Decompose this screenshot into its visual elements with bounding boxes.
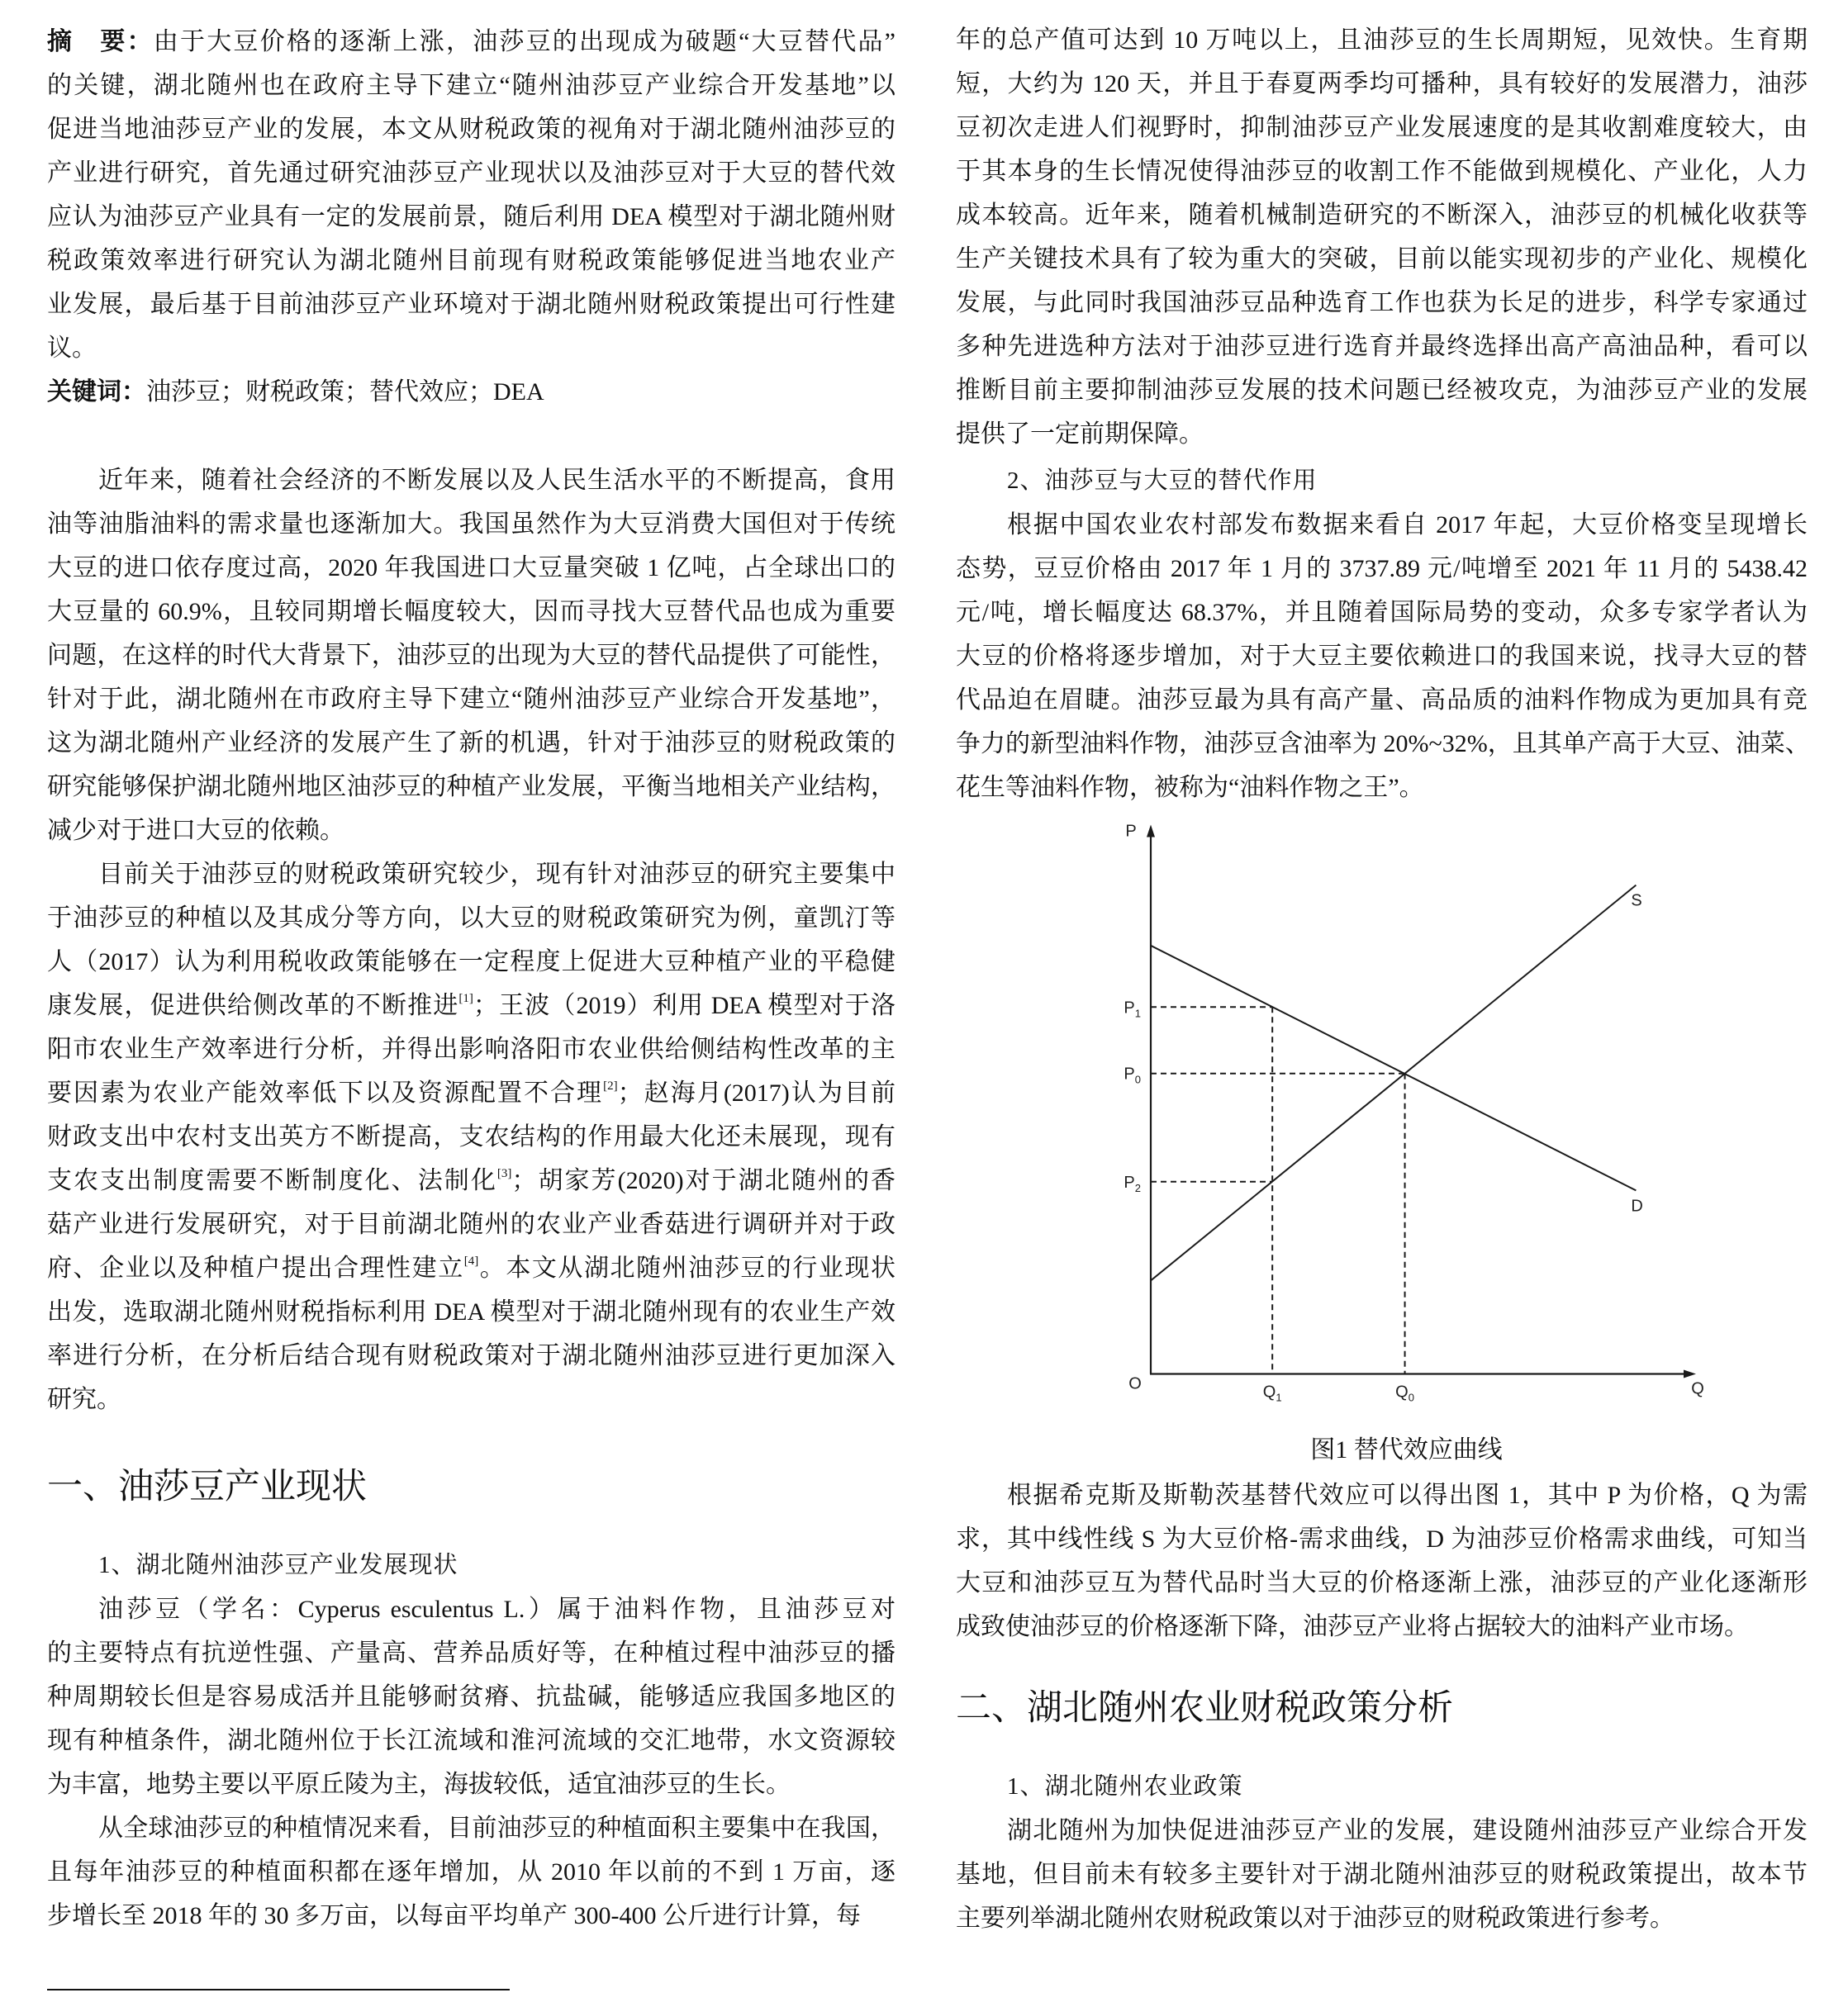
line-text: 要因素为农业产能效率低下以及资源配置不合理: [47, 1079, 604, 1107]
paragraph-line: [47, 1071, 895, 1115]
paragraph-line: [956, 1809, 1808, 1853]
paragraph: [47, 1806, 895, 1938]
line-text: 出发，选取湖北随州财税指标利用 DEA 模型对于湖北随州现有的农业生产效: [47, 1298, 895, 1326]
paragraph-line: [956, 237, 1808, 281]
paragraph-line: [956, 1853, 1808, 1896]
line-text: 针对于此，湖北随州在市政府主导下建立“随州油莎豆产业综合开发基地”，: [47, 685, 895, 713]
y-tick-label: [1124, 999, 1141, 1019]
line-text: 花生等油料作物，被称为“油料作物之王”。: [956, 773, 1424, 801]
paragraph-line: [47, 809, 895, 852]
paragraph-line: [956, 62, 1808, 106]
line-text: 年的总产值可达到 10 万吨以上，且油莎豆的生长周期短，见效快。生育期: [956, 26, 1808, 54]
line-text: 目前关于油莎豆的财税政策研究较少，现有针对油莎豆的研究主要集中: [98, 860, 895, 888]
paragraph: [956, 1809, 1808, 1940]
paragraph-line: [956, 325, 1808, 368]
paragraph-line: [47, 1246, 895, 1290]
line-text: 的关键，湖北随州也在政府主导下建立“随州油莎豆产业综合开发基地”以: [47, 71, 895, 99]
subsection-heading: 1、湖北随州油莎豆产业发展现状: [98, 1551, 458, 1578]
paragraph-line: [47, 765, 895, 809]
line-text: 多种先进选种方法对于油莎豆进行选育并最终选择出高产高油品种，看可以: [956, 332, 1808, 360]
y-tick-letter: P: [1124, 1173, 1135, 1192]
paragraph-line: [956, 1517, 1808, 1561]
line-text: 主要列举湖北随州农财税政策以对于油莎豆的财税政策进行参考。: [956, 1904, 1675, 1932]
line-text: 豆初次走进人们视野时，抑制油莎豆产业发展速度的是其收割难度较大，由: [956, 113, 1808, 141]
y-tick-letter: P: [1124, 998, 1135, 1017]
paragraph-line: [47, 1203, 895, 1246]
line-text: 人（2017）认为利用税收政策能够在一定程度上促进大豆种植产业的平稳健: [47, 947, 895, 975]
line-text: 菇产业进行发展研究，对于目前湖北随州的农业产业香菇进行调研并对于政: [47, 1210, 895, 1238]
paragraph-line: [47, 721, 895, 765]
paragraph-line: [956, 503, 1808, 547]
paragraph-line: [956, 281, 1808, 325]
y-tick-label: [1124, 1173, 1141, 1193]
x-tick-subscript: 0: [1408, 1391, 1414, 1403]
curve-s: [1151, 885, 1636, 1280]
subsection-heading: 1、湖北随州农业政策: [1007, 1772, 1243, 1800]
paragraph-line: [47, 984, 895, 1027]
line-text: 大豆量的 60.9%，且较同期增长幅度较大，因而寻找大豆替代品也成为重要: [47, 597, 895, 625]
abstract-line: [47, 20, 895, 64]
citation-marker: [2]: [603, 1079, 618, 1093]
line-text: 大豆的价格将逐步增加，对于大豆主要依赖进口的我国来说，找寻大豆的替: [956, 642, 1808, 670]
abstract-line: [47, 107, 895, 151]
line-text: 大豆的进口依存度过高，2020 年我国进口大豆量突破 1 亿吨，占全球出口的: [47, 553, 895, 581]
line-text: 基地，但目前未有较多主要针对于湖北随州油莎豆的财税政策提出，故本节: [956, 1860, 1808, 1888]
paragraph-line: [47, 896, 895, 940]
y-tick-letter: P: [1124, 1065, 1135, 1084]
paragraph-line: [956, 634, 1808, 678]
abstract-line: [47, 195, 895, 239]
section-heading: 二、湖北随州农业财税政策分析: [956, 1688, 1453, 1728]
paragraph-line: [47, 1115, 895, 1159]
paragraph-line: [956, 678, 1808, 722]
line-text: 生产关键技术具有了较为重大的突破，目前以能实现初步的产业化、规模化: [956, 244, 1808, 273]
right-column: [956, 0, 1808, 1940]
origin-label: O: [1128, 1374, 1142, 1393]
paragraph-line: [47, 1806, 895, 1850]
paragraph-line: [956, 368, 1808, 412]
x-tick-subscript: 1: [1276, 1391, 1282, 1403]
line-text: 为丰富，地势主要以平原丘陵为主，海拔较低，适宜油莎豆的生长。: [47, 1770, 791, 1798]
citation-marker: [3]: [496, 1166, 512, 1180]
paragraph-line: [956, 18, 1808, 62]
line-text: 根据希克斯及斯勒茨基替代效应可以得出图 1，其中 P 为价格，Q 为需: [1007, 1481, 1808, 1509]
line-text: 代品迫在眉睫。油莎豆最为具有高产量、高品质的油料作物成为更加具有竞: [956, 686, 1808, 714]
line-text: 议。: [47, 334, 97, 362]
paragraph-line: [47, 1719, 895, 1763]
line-text: 油等油脂油料的需求量也逐渐加大。我国虽然作为大豆消费大国但对于传统: [47, 510, 895, 538]
line-text: 成本较高。近年来，随着机械制造研究的不断深入，油莎豆的机械化收获等: [956, 201, 1808, 229]
paragraph-line: [956, 106, 1808, 149]
abstract-line: [47, 239, 895, 282]
paragraph-line: [956, 149, 1808, 193]
line-text: 从全球油莎豆的种植情况来看，目前油莎豆的种植面积主要集中在我国，: [98, 1814, 895, 1842]
paragraph-line: [47, 1675, 895, 1719]
curve-label-s: S: [1631, 891, 1642, 910]
paragraph-line: [956, 1561, 1808, 1605]
subsection-heading: 2、油莎豆与大豆的替代作用: [1007, 467, 1318, 494]
line-text: 根据中国农业农村部发布数据来看自 2017 年起，大豆价格变呈现增长: [1007, 510, 1808, 539]
line-text: 业发展，最后基于目前油莎豆产业环境对于湖北随州财税政策提出可行性建: [47, 290, 895, 318]
y-axis-arrow-icon: [1147, 824, 1155, 837]
line-text: 应认为油莎豆产业具有一定的发展前景，随后利用 DEA 模型对于湖北随州财: [47, 202, 895, 230]
line-text: 率进行分析，在分析后结合现有财税政策对于湖北随州油莎豆进行更加深入: [47, 1341, 895, 1369]
paragraph-line: [47, 1894, 895, 1938]
y-tick-subscript: 1: [1134, 1006, 1141, 1019]
paragraph-line: [956, 412, 1808, 456]
paragraph-line: [47, 1378, 895, 1421]
paragraph: [956, 503, 1808, 809]
paragraph-line: [47, 940, 895, 984]
paragraph-line: [47, 546, 895, 590]
line-text: 促进当地油莎豆产业的发展，本文从财税政策的视角对于湖北随州油莎豆的: [47, 115, 895, 143]
paragraph-line: [956, 193, 1808, 237]
line-text: 湖北随州为加快促进油莎豆产业的发展，建设随州油莎豆产业综合开发: [1007, 1816, 1808, 1844]
line-text: 提供了一定前期保障。: [956, 420, 1204, 448]
paragraph-line: [47, 852, 895, 896]
line-text: 元/吨，增长幅度达 68.37%，并且随着国际局势的变动，众多专家学者认为: [956, 598, 1808, 626]
line-text: 。本文从湖北随州油莎豆的行业现状: [478, 1254, 895, 1282]
abstract-line: [47, 282, 895, 326]
line-text: 这为湖北随州产业经济的发展产生了新的机遇，针对于油莎豆的财税政策的: [47, 728, 895, 757]
line-text: 研究。: [47, 1385, 121, 1413]
line-text: 由于大豆价格的逐渐上涨，油莎豆的出现成为破题“大豆替代品”: [153, 27, 895, 55]
x-tick-label: [1395, 1383, 1414, 1403]
line-text: 短，大约为 120 天，并且于春夏两季均可播种，具有较好的发展潜力，油莎: [956, 69, 1808, 97]
line-text: 于其本身的生长情况使得油莎豆的收割工作不能做到规模化、产业化，人力: [956, 157, 1808, 185]
line-text: 态势，豆豆价格由 2017 年 1 月的 3737.89 元/吨增至 2021 年 11 月的 5438.42: [956, 554, 1808, 582]
x-tick-letter: Q: [1262, 1383, 1276, 1401]
left-column: [47, 0, 895, 1990]
abstract-line: [47, 151, 895, 195]
paragraph-line: [47, 1587, 895, 1631]
paragraph-line: [956, 591, 1808, 634]
paragraph-line: [47, 1631, 895, 1675]
section-heading: 一、油莎豆产业现状: [47, 1467, 367, 1506]
paragraph-line: [47, 1290, 895, 1334]
y-tick-label: [1124, 1065, 1141, 1085]
paragraph-line: [47, 677, 895, 721]
x-tick-label: [1263, 1383, 1282, 1403]
figure-caption: 图1 替代效应曲线: [1310, 1435, 1503, 1464]
line-text: ；王波（2019）利用 DEA 模型对于洛: [473, 991, 896, 1019]
abstract-line: [47, 326, 895, 370]
abstract: [47, 20, 895, 370]
paragraph-line: [47, 590, 895, 633]
paragraph-line: [47, 1159, 895, 1203]
line-text: 现有种植条件，湖北随州位于长江流域和淮河流域的交汇地带，水文资源较: [47, 1726, 895, 1754]
literature-paragraph: [47, 852, 895, 1421]
line-text: 争力的新型油料作物，油莎豆含油率为 20%~32%，且其单产高于大豆、油菜、: [956, 729, 1810, 757]
paragraph: [47, 1587, 895, 1806]
x-axis-label: Q: [1691, 1379, 1704, 1397]
line-text: 于油莎豆的种植以及其成分等方向，以大豆的财税政策研究为例，童凯汀等: [47, 904, 895, 932]
line-text: 问题，在这样的时代大背景下，油莎豆的出现为大豆的替代品提供了可能性，: [47, 641, 895, 669]
line-text: 发展，与此同时我国油莎豆品种选育工作也获为长足的进步，科学专家通过: [956, 288, 1808, 316]
line-text: 且每年油莎豆的种植面积都在逐年增加，从 2010 年以前的不到 1 万亩，逐: [47, 1858, 895, 1886]
figure-substitution-effect: [956, 809, 1808, 1428]
line-text: 阳市农业生产效率进行分析，并得出影响洛阳市农业供给侧结构性改革的主: [47, 1035, 895, 1063]
line-text: 研究能够保护湖北随州地区油莎豆的种植产业发展，平衡当地相关产业结构，: [47, 772, 895, 800]
line-text: 减少对于进口大豆的依赖。: [47, 816, 344, 844]
curve-d: [1151, 945, 1636, 1190]
line-text: 油莎豆（学名：Cyperus esculentus L.）属于油料作物，且油莎豆对: [98, 1595, 895, 1623]
keywords-text: 油莎豆；财税政策；替代效应；DEA: [146, 377, 544, 406]
paragraph-line: [47, 1027, 895, 1071]
paragraph-line: [47, 1334, 895, 1378]
y-tick-subscript: 0: [1134, 1073, 1141, 1086]
line-text: ；赵海月(2017)认为目前: [617, 1079, 896, 1107]
line-text: 的主要特点有抗逆性强、产量高、营养品质好等，在种植过程中油莎豆的播: [47, 1639, 895, 1667]
citation-marker: [1]: [458, 991, 473, 1005]
paragraph-line: [956, 1473, 1808, 1517]
paragraph-line: [47, 458, 895, 502]
paragraph-line: [956, 722, 1808, 766]
intro-paragraph: [47, 458, 895, 852]
line-text: 产业进行研究，首先通过研究油莎豆产业现状以及油莎豆对于大豆的替代效: [47, 159, 895, 187]
x-axis-arrow-icon: [1684, 1369, 1696, 1378]
line-text: 大豆和油莎豆互为替代品时当大豆的价格逐渐上涨，油莎豆的产业化逐渐形: [956, 1568, 1808, 1597]
line-text: 支农支出制度需要不断制度化、法制化: [47, 1166, 497, 1194]
line-text: 财政支出中农村支出英方不断提高，支农结构的作用最大化还未展现，现有: [47, 1122, 895, 1151]
paragraph-line: [956, 1896, 1808, 1940]
paragraph-line: [956, 1605, 1808, 1649]
substitution-effect-chart: [956, 809, 1808, 1428]
continued-paragraph: [956, 18, 1808, 456]
paragraph-line: [47, 1850, 895, 1894]
keywords-label: 关键词：: [47, 377, 146, 406]
y-axis-label: P: [1125, 822, 1137, 840]
y-tick-subscript: 2: [1134, 1181, 1141, 1194]
line-text: 推断目前主要抑制油莎豆发展的技术问题已经被攻克，为油莎豆产业的发展: [956, 376, 1808, 404]
curve-label-d: D: [1631, 1196, 1643, 1215]
abstract-line: [47, 64, 895, 107]
paragraph: [956, 1473, 1808, 1649]
paragraph-line: [47, 633, 895, 677]
citation-marker: [4]: [463, 1254, 479, 1268]
paragraph-line: [956, 766, 1808, 809]
line-text: ；胡家芳(2020)对于湖北随州的香: [511, 1166, 895, 1194]
line-text: 成致使油莎豆的价格逐渐下降，油莎豆产业将占据较大的油料产业市场。: [956, 1612, 1749, 1640]
line-text: 求，其中线性线 S 为大豆价格-需求曲线，D 为油莎豆价格需求曲线，可知当: [956, 1525, 1808, 1553]
line-text: 税政策效率进行研究认为湖北随州目前现有财税政策能够促进当地农业产: [47, 246, 895, 274]
line-text: 府、企业以及种植户提出合理性建立: [47, 1254, 464, 1282]
line-text: 康发展，促进供给侧改革的不断推进: [47, 991, 459, 1019]
line-text: 步增长至 2018 年的 30 多万亩，以每亩平均单产 300-400 公斤进行计算，每: [47, 1901, 861, 1929]
line-text: 种周期较长但是容易成活并且能够耐贫瘠、抗盐碱，能够适应我国多地区的: [47, 1682, 895, 1710]
x-tick-letter: Q: [1395, 1383, 1409, 1401]
paragraph-line: [956, 547, 1808, 591]
footnote-rule: [47, 1989, 510, 1990]
paragraph-line: [47, 502, 895, 546]
line-text: 近年来，随着社会经济的不断发展以及人民生活水平的不断提高，食用: [98, 466, 895, 494]
paragraph-line: [47, 1763, 895, 1806]
abstract-label: 摘 要：: [47, 27, 154, 55]
keywords: [47, 370, 895, 414]
